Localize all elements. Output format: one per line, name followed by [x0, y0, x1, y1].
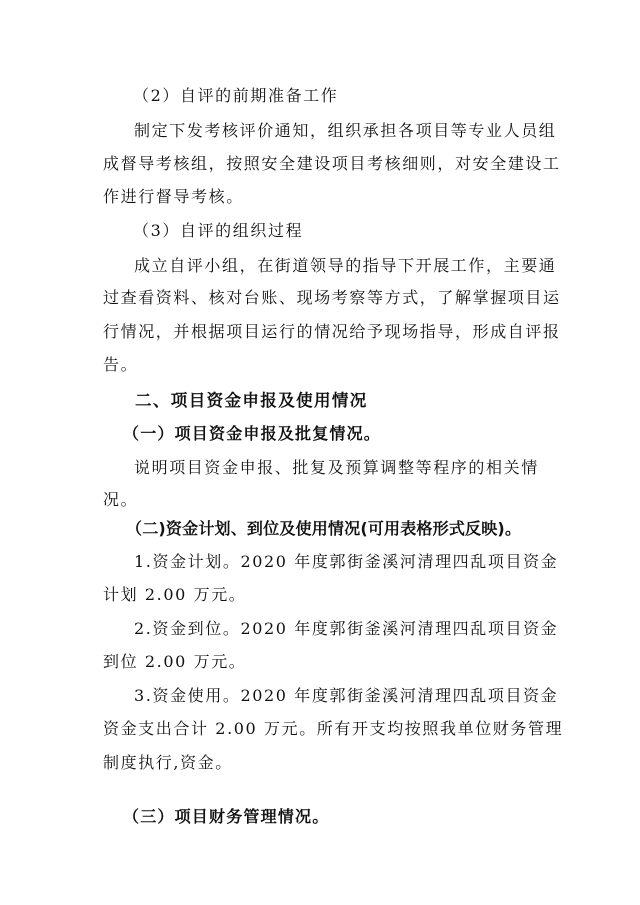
paragraph-line: 作进行督导考核。 — [103, 187, 244, 206]
fund-item-line: 1.资金计划。2020 年度郭街釜溪河清理四乱项目资金 — [134, 552, 559, 571]
paragraph-line: 成立自评小组，在街道领导的指导下开展工作，主要通 — [134, 256, 557, 275]
section-title-process: （3）自评的组织过程 — [133, 221, 304, 240]
paragraph-line: 说明项目资金申报、批复及预算调整等程序的相关情 — [134, 458, 539, 477]
paragraph-line: 过查看资料、核对台账、现场考察等方式，了解掌握项目运 — [103, 288, 561, 307]
chapter-two-title: 二、项目资金申报及使用情况 — [135, 391, 368, 410]
fund-item-line: 资金支出合计 2.00 万元。所有开支均按照我单位财务管理 — [103, 719, 564, 738]
section-title-prep: （2）自评的前期准备工作 — [133, 86, 339, 105]
fund-item-line: 2.资金到位。2020 年度郭街釜溪河清理四乱项目资金 — [134, 619, 559, 638]
paragraph-line: 行情况，并根据项目运行的情况给予现场指导，形成自评报 — [103, 322, 561, 341]
sub1-title: （一）项目资金申报及批复情况。 — [123, 424, 382, 443]
fund-item-line: 到位 2.00 万元。 — [103, 652, 247, 671]
fund-item-line: 制度执行,资金。 — [103, 753, 233, 772]
fund-item-line: 计划 2.00 万元。 — [103, 585, 247, 604]
paragraph-line: 成督导考核组，按照安全建设项目考核细则，对安全建设工 — [103, 154, 561, 173]
sub3-title: （三）项目财务管理情况。 — [123, 807, 330, 826]
paragraph-line: 告。 — [103, 355, 139, 374]
fund-item-line: 3.资金使用。2020 年度郭街釜溪河清理四乱项目资金 — [134, 686, 559, 705]
paragraph-line: 制定下发考核评价通知，组织承担各项目等专业人员组 — [134, 121, 557, 140]
paragraph-line: 况。 — [103, 490, 139, 509]
sub2-title: （二)资金计划、到位及使用情况(可用表格形式反映)。 — [126, 519, 522, 538]
